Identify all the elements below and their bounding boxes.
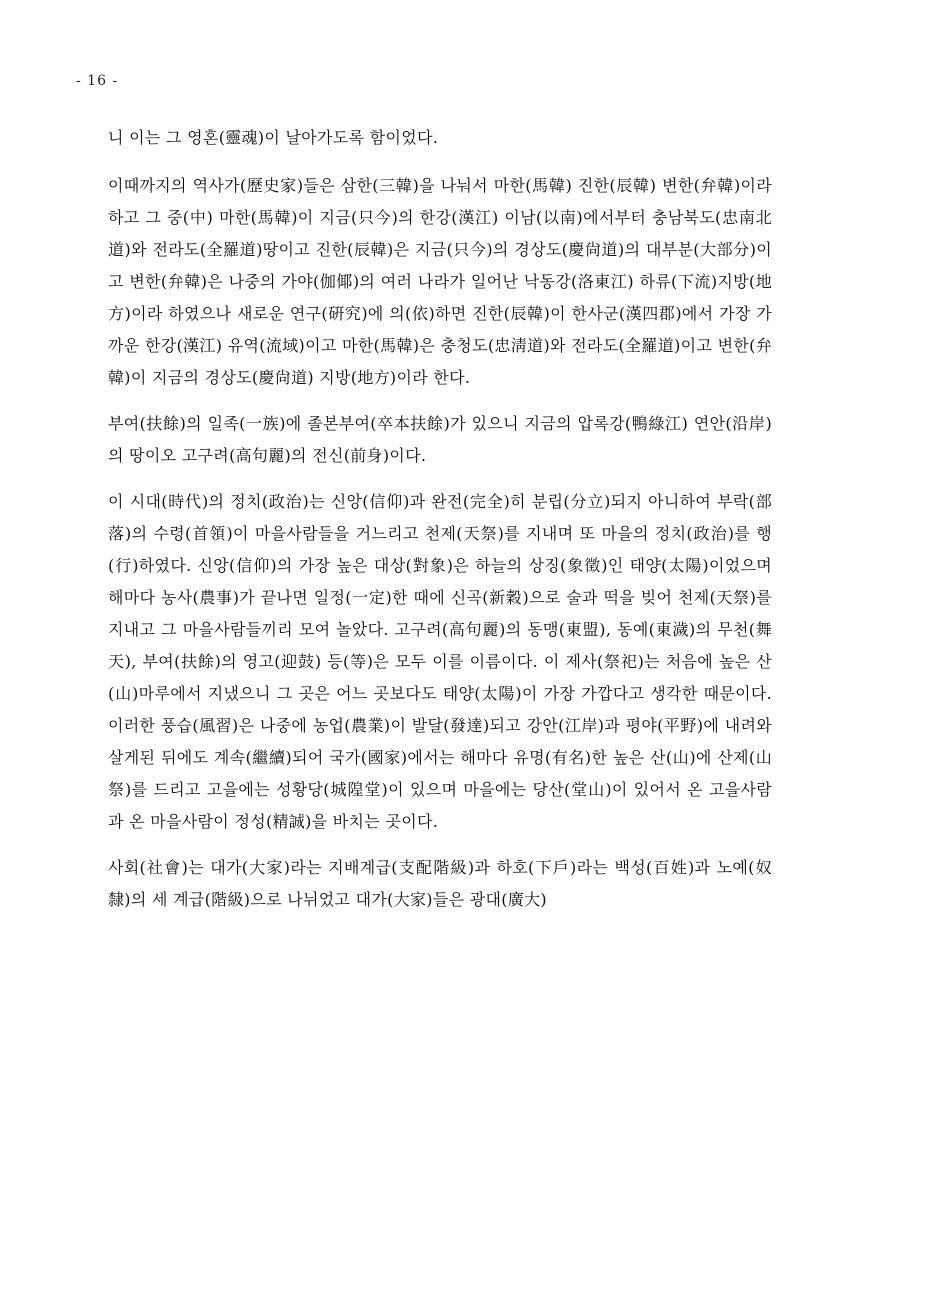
page-number: - 16 -	[76, 73, 119, 89]
paragraph-soul: 니 이는 그 영혼(靈魂)이 날아가도록 함이었다.	[108, 128, 439, 147]
paragraph-society: 사회(社會)는 대가(大家)라는 지배계급(支配階級)과 하호(下戶)라는 백성(百姓)과 노예(奴隸)의 세 계급(階級)으로 나뉘었고 대가(大家)들은 광대(廣大)	[108, 858, 772, 909]
paragraph-politics-religion: 이 시대(時代)의 정치(政治)는 신앙(信仰)과 완전(完全)히 분립(分立)되지 아니하여 부락(部落)의 수령(首領)이 마을사람들을 거느리고 천제(天祭)를 지내며 또 마을의 정치(政治)를 행(行)하였다. 신앙(信仰)의 가장 높은 대상(對象)은 하늘의 상징(象徵)인 태양(太陽)이었으며 해마다 농사(農事)가 끝나면 일정(一定)한 때에 신곡(新穀)으로 술과 떡을 빚어 천제(天祭)를 지내고 그 마을사람들끼리 모여 놀았다. 고구려(高句麗)의 동맹(東盟), 동예(東濊)의 무천(舞天), 부여(扶餘)의 영고(迎鼓) 등(等)은 모두 이를 이름이다. 이 제사(祭祀)는 처음에 높은 산(山)마루에서 지냈으니 그 곳은 어느 곳보다도 태양(太陽)이 가장 가깝다고 생각한 때문이다. 이러한 풍습(風習)은 나중에 농업(農業)이 발달(發達)되고 강안(江岸)과 평야(平野)에 내려와 살게된 뒤에도 계속(繼續)되어 국가(國家)에서는 해마다 유명(有名)한 높은 산(山)에 산제(山祭)를 드리고 고을에는 성황당(城隍堂)이 있으며 마을에는 당산(堂山)이 있어서 온 고을사람과 온 마을사람이 정성(精誠)을 바치는 곳이다.	[108, 492, 772, 831]
document-body	[108, 122, 772, 930]
paragraph-buyeo: 부여(扶餘)의 일족(一族)에 졸본부여(卒本扶餘)가 있으니 지금의 압록강(鴨綠江) 연안(沿岸)의 땅이오 고구려(高句麗)의 전신(前身)이다.	[108, 414, 772, 465]
paragraph-samhan: 이때까지의 역사가(歷史家)들은 삼한(三韓)을 나눠서 마한(馬韓) 진한(辰韓) 변한(弁韓)이라 하고 그 중(中) 마한(馬韓)이 지금(只今)의 한강(漢江) 이남(以南)에서부터 충남북도(忠南北道)와 전라도(全羅道)땅이고 진한(辰韓)은 지금(只今)의 경상도(慶尙道)의 대부분(大部分)이고 변한(弁韓)은 나중의 가야(伽倻)의 여러 나라가 일어난 낙동강(洛東江) 하류(下流)지방(地方)이라 하였으나 새로운 연구(硏究)에 의(依)하면 진한(辰韓)이 한사군(漢四郡)에서 가장 가까운 한강(漢江) 유역(流域)이고 마한(馬韓)은 충청도(忠淸道)와 전라도(全羅道)이고 변한(弁韓)이 지금의 경상도(慶尙道) 지방(地方)이라 한다.	[108, 176, 772, 387]
